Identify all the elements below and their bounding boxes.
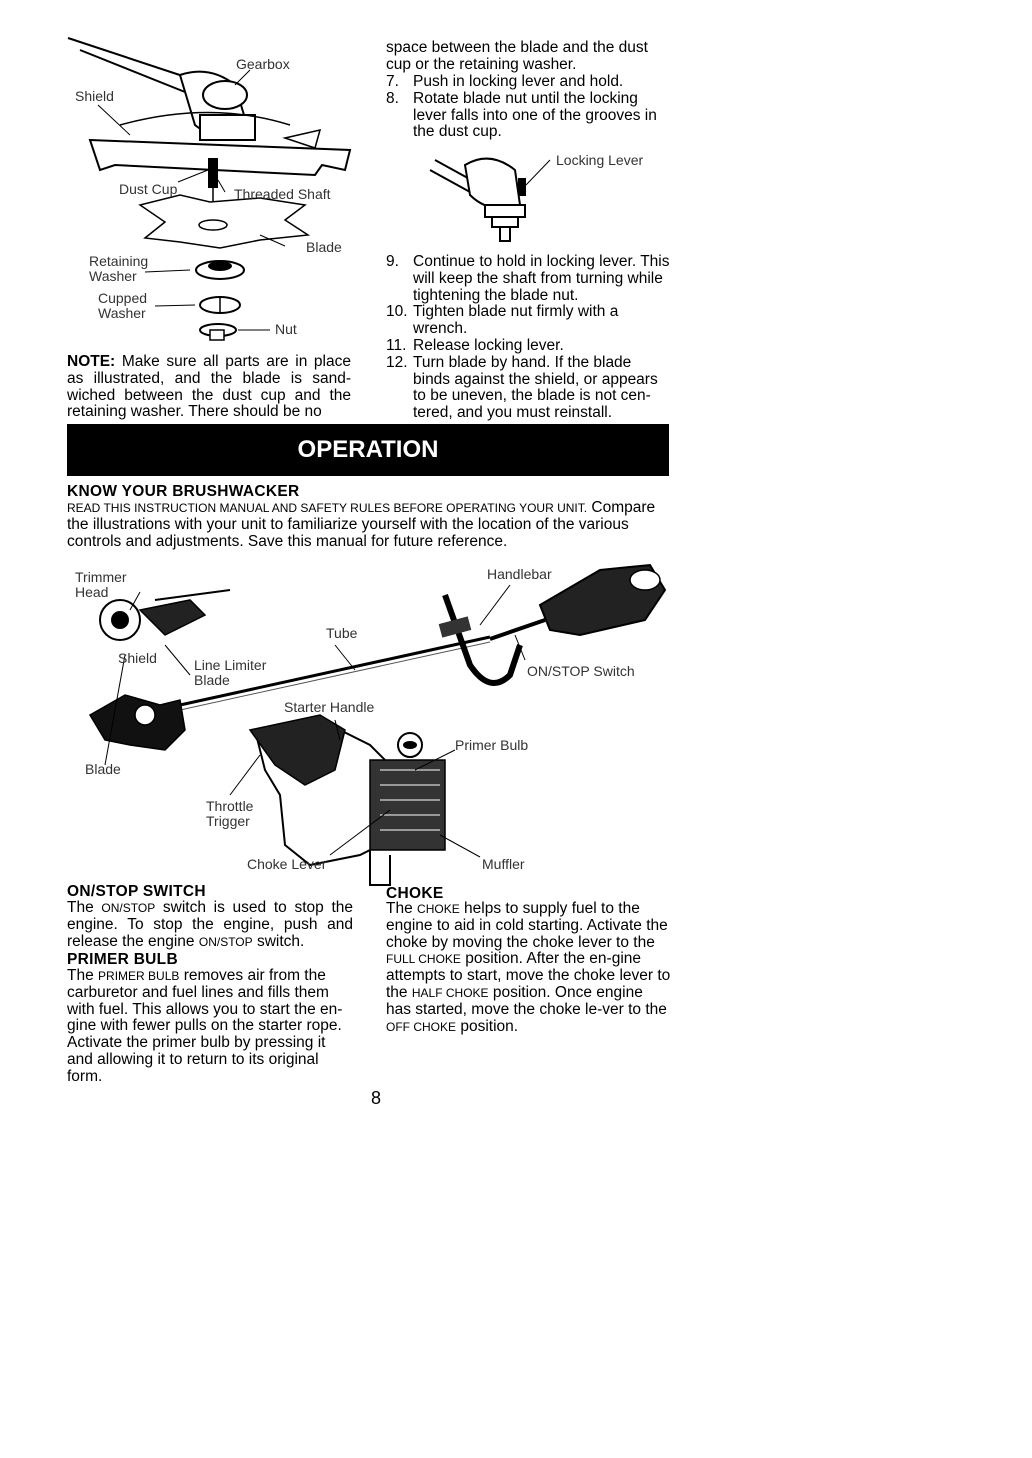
step-number: 8.	[386, 89, 399, 107]
steps-list-b	[386, 254, 671, 422]
section-banner: OPERATION	[67, 424, 669, 476]
label-blade: Blade	[306, 239, 342, 255]
note-label: NOTE:	[67, 353, 116, 370]
on-stop-heading: ON/STOP SWITCH	[67, 883, 206, 900]
label-nut: Nut	[275, 321, 297, 337]
label-throttle-trigger: Throttle Trigger	[206, 798, 254, 829]
on-stop-text: switch is used to stop the engine. To stop the engine, push and release the engine	[67, 899, 354, 950]
locking-lever-drawing	[430, 150, 560, 245]
step-item	[386, 338, 671, 355]
label-dust-cup: Dust Cup	[119, 181, 178, 197]
note-paragraph	[67, 354, 351, 421]
page-number: 8	[371, 1088, 382, 1108]
step-item	[386, 254, 671, 304]
choke-text: helps to supply fuel to the engine to aid in cold starting. Activate the choke by moving the choke lever to the	[386, 900, 668, 951]
note-text: Make sure all parts are in place as illustrated, and the blade is sand-wiched between the dust cup and the retaining washer. There should be no	[67, 353, 351, 421]
step-text: Tighten blade nut firmly with a wrench.	[413, 303, 619, 338]
label-shield-overview: Shield	[118, 650, 157, 666]
know-paragraph	[67, 500, 667, 550]
on-stop-caps: ON/STOP	[101, 901, 156, 915]
label-primer-bulb: Primer Bulb	[455, 737, 529, 753]
step-item	[386, 304, 671, 338]
primer-heading: PRIMER BULB	[67, 951, 178, 968]
know-body-text: Compare the illustrations with your unit to familiarize yourself with the location of the various controls and adjustments. Save this manual for future reference.	[67, 499, 656, 550]
label-trimmer-head: Trimmer Head	[75, 569, 127, 600]
primer-text: The	[67, 967, 94, 984]
on-stop-text: The	[67, 899, 94, 916]
label-locking-lever: Locking Lever	[556, 152, 644, 168]
label-muffler: Muffler	[482, 856, 525, 872]
label-line-limiter-blade: Line Limiter Blade	[194, 657, 267, 688]
label-blade-overview: Blade	[85, 761, 121, 777]
label-choke-lever: Choke Lever	[247, 856, 327, 872]
on-stop-paragraph	[67, 900, 353, 950]
on-stop-text: switch.	[256, 932, 305, 950]
label-on-stop-switch: ON/STOP Switch	[527, 663, 635, 679]
label-shield: Shield	[75, 88, 114, 104]
step-item	[386, 74, 671, 91]
choke-heading: CHOKE	[386, 885, 444, 902]
choke-caps: FULL CHOKE	[386, 952, 461, 967]
step-number: 9.	[386, 253, 399, 270]
steps-list-a	[386, 74, 671, 141]
label-tube: Tube	[326, 625, 358, 641]
choke-paragraph	[386, 901, 671, 1035]
label-cupped-washer: Cupped Washer	[98, 290, 148, 321]
step-text: Continue to hold in locking lever. This will keep the shaft from turning while tightening the blade nut.	[413, 253, 670, 304]
step-number: 11.	[386, 336, 407, 354]
choke-caps: HALF CHOKE	[411, 985, 489, 1000]
choke-caps: OFF CHOKE	[386, 1019, 457, 1034]
choke-text: The	[386, 900, 413, 917]
step-text: Push in locking lever and hold.	[413, 73, 624, 90]
choke-text: position. After the en-gine attempts to start, move the choke lever to the	[386, 950, 671, 1001]
step-text: Release locking lever.	[413, 336, 564, 354]
label-retaining-washer: Retaining Washer	[89, 253, 149, 284]
label-starter-handle: Starter Handle	[284, 699, 375, 715]
label-threaded-shaft: Threaded Shaft	[234, 186, 331, 202]
step-text: Turn blade by hand. If the blade binds against the shield, or appears to be uneven, the blade is not cen-tered, and you must reinstall.	[413, 353, 658, 422]
primer-paragraph	[67, 968, 353, 1086]
brushwacker-drawing	[70, 555, 690, 885]
know-caps-text: READ THIS INSTRUCTION MANUAL AND SAFETY RULES BEFORE OPERATING YOUR UNIT.	[67, 501, 588, 515]
step-item	[386, 91, 671, 141]
continuation-text: space between the blade and the dust cup or the retaining washer.	[386, 39, 648, 73]
label-gearbox: Gearbox	[236, 56, 290, 72]
choke-text: position.	[460, 1017, 519, 1035]
primer-caps: PRIMER BULB	[98, 969, 180, 983]
choke-text: position. Once engine has started, move the choke le-ver to the	[386, 983, 667, 1018]
step-text: Rotate blade nut until the locking lever falls into one of the grooves in the dust cup.	[413, 89, 657, 141]
step-number: 12.	[386, 353, 408, 371]
on-stop-caps: ON/STOP	[198, 934, 253, 949]
know-heading: KNOW YOUR BRUSHWACKER	[67, 483, 300, 500]
choke-caps: CHOKE	[417, 902, 460, 916]
step-item	[386, 355, 671, 422]
step-number: 7.	[386, 73, 399, 90]
label-handlebar: Handlebar	[487, 566, 552, 582]
step-number: 10.	[386, 303, 408, 321]
primer-text: removes air from the carburetor and fuel lines and fills them with fuel. This allows you to start the en-gine with fewer pulls on the starter rope. Activate the primer bulb by pressing it and allowing it to return to its original form.	[67, 967, 343, 1085]
